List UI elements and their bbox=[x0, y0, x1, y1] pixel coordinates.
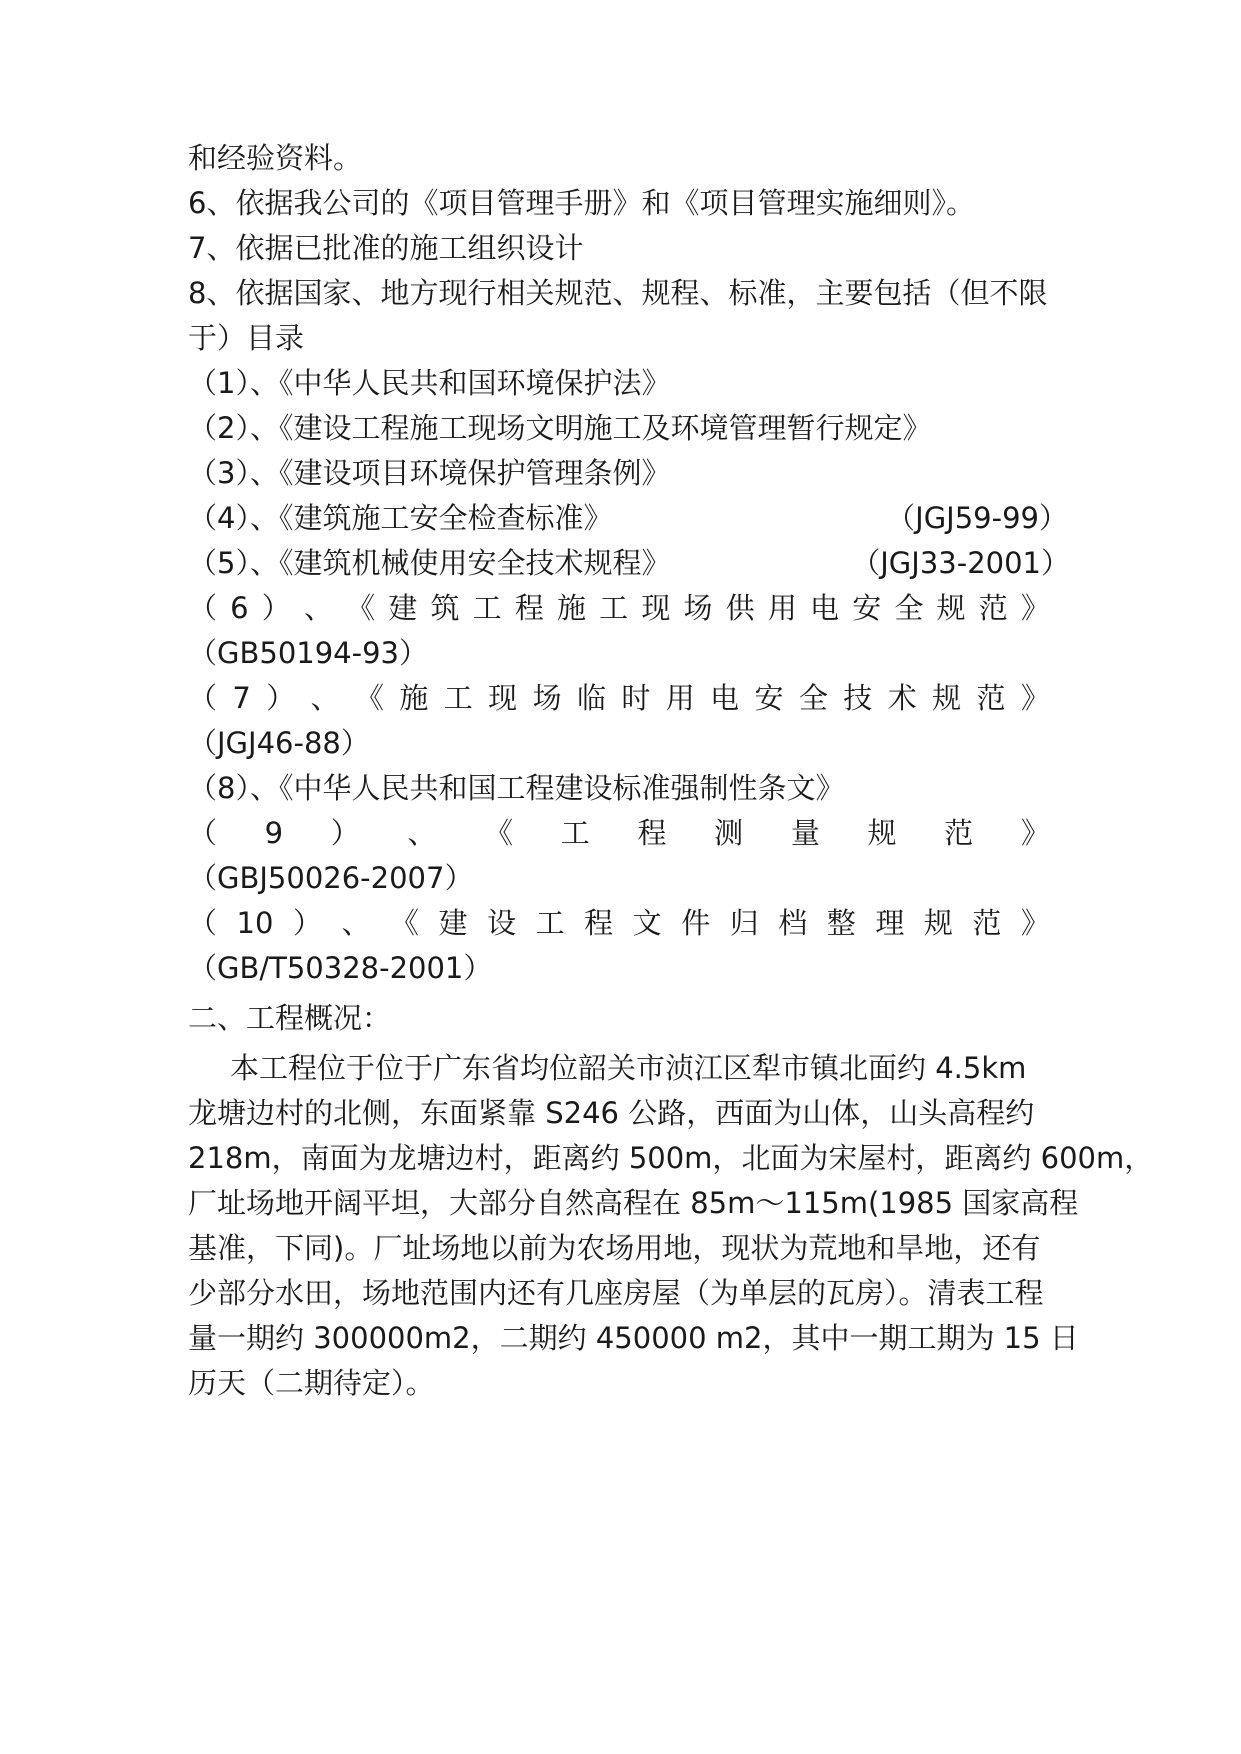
justified-token: 、 bbox=[341, 906, 371, 940]
section-heading: 二、工程概况： bbox=[188, 1001, 392, 1035]
justified-token: 《 bbox=[355, 681, 385, 715]
justified-token: 施 bbox=[556, 591, 586, 625]
justified-token: 用 bbox=[665, 681, 695, 715]
justified-token: 设 bbox=[487, 906, 517, 940]
justified-token: ） bbox=[266, 681, 296, 715]
justified-token: 7 bbox=[232, 681, 251, 715]
justified-token: 术 bbox=[887, 681, 917, 715]
justified-token: 》 bbox=[1020, 906, 1050, 940]
justified-token: 范 bbox=[944, 816, 974, 850]
justified-token: 规 bbox=[923, 906, 953, 940]
list-item-justified bbox=[188, 678, 1050, 718]
justified-token: 工 bbox=[599, 591, 629, 625]
paragraph-line: 基准，下同)。厂址场地以前为农场用地，现状为荒地和旱地，还有 bbox=[188, 1231, 1041, 1265]
list-item-code: （GB/T50328-2001） bbox=[188, 951, 493, 985]
text-line: 和经验资料。 bbox=[188, 141, 363, 175]
justified-token: 建 bbox=[438, 906, 468, 940]
justified-token: 》 bbox=[1020, 816, 1050, 850]
justified-token: 工 bbox=[443, 681, 473, 715]
justified-token: 《 bbox=[346, 591, 376, 625]
justified-token: 9 bbox=[264, 816, 284, 850]
justified-token: 《 bbox=[390, 906, 420, 940]
justified-token: 归 bbox=[729, 906, 759, 940]
justified-token: 技 bbox=[843, 681, 873, 715]
justified-token: 工 bbox=[560, 816, 590, 850]
justified-token: 工 bbox=[472, 591, 502, 625]
justified-token: 规 bbox=[932, 681, 962, 715]
justified-token: 范 bbox=[972, 906, 1002, 940]
justified-token: 、 bbox=[303, 591, 333, 625]
text-line: 7、依据已批准的施工组织设计 bbox=[188, 231, 584, 265]
justified-token: 工 bbox=[535, 906, 565, 940]
justified-token: 规 bbox=[936, 591, 966, 625]
list-item-code: （JGJ33-2001） bbox=[851, 546, 1070, 580]
paragraph-line: 量一期约 300000m2，二期约 450000 m2，其中一期工期为 15 日 bbox=[188, 1321, 1079, 1355]
list-item: （2）、《建设工程施工现场文明施工及环境管理暂行规定》 bbox=[188, 411, 932, 445]
text-line: 于）目录 bbox=[188, 321, 305, 355]
justified-token: ） bbox=[261, 591, 291, 625]
paragraph-line: 历天（二期待定）。 bbox=[188, 1366, 435, 1400]
justified-token: 电 bbox=[710, 681, 740, 715]
justified-token: 施 bbox=[399, 681, 429, 715]
justified-token: 安 bbox=[754, 681, 784, 715]
list-item-code: （JGJ46-88） bbox=[188, 726, 370, 760]
list-item-code: （GBJ50026-2007） bbox=[188, 861, 474, 895]
justified-token: 件 bbox=[681, 906, 711, 940]
list-item-justified bbox=[188, 903, 1050, 943]
justified-token: 、 bbox=[407, 816, 437, 850]
justified-token: （ bbox=[188, 906, 218, 940]
justified-token: 场 bbox=[683, 591, 713, 625]
list-item-justified bbox=[188, 813, 1050, 853]
justified-token: ） bbox=[330, 816, 360, 850]
justified-token: 安 bbox=[852, 591, 882, 625]
justified-token: 文 bbox=[632, 906, 662, 940]
list-item: （8）、《中华人民共和国工程建设标准强制性条文》 bbox=[188, 771, 845, 805]
justified-token: 用 bbox=[767, 591, 797, 625]
text-line: 8、依据国家、地方现行相关规范、规程、标准，主要包括（但不限 bbox=[188, 276, 1048, 310]
list-item: （1）、《中华人民共和国环境保护法》 bbox=[188, 366, 671, 400]
list-item: （3）、《建设项目环境保护管理条例》 bbox=[188, 456, 671, 490]
justified-token: 量 bbox=[790, 816, 820, 850]
text-line: 6、依据我公司的《项目管理手册》和《项目管理实施细则》。 bbox=[188, 186, 975, 220]
justified-token: 场 bbox=[532, 681, 562, 715]
justified-token: 程 bbox=[514, 591, 544, 625]
list-item-code: （JGJ59-99） bbox=[886, 501, 1068, 535]
justified-token: 临 bbox=[576, 681, 606, 715]
justified-token: 现 bbox=[641, 591, 671, 625]
justified-token: 档 bbox=[778, 906, 808, 940]
justified-token: 程 bbox=[584, 906, 614, 940]
list-item-title: （5）、《建筑机械使用安全技术规程》 bbox=[188, 546, 671, 580]
paragraph-line: 厂址场地开阔平坦，大部分自然高程在 85m～115m(1985 国家高程 bbox=[188, 1186, 1079, 1220]
justified-token: 6 bbox=[230, 591, 249, 625]
justified-token: （ bbox=[188, 681, 218, 715]
justified-token: ） bbox=[292, 906, 322, 940]
justified-token: 、 bbox=[310, 681, 340, 715]
justified-token: 筑 bbox=[430, 591, 460, 625]
list-item-justified bbox=[188, 588, 1050, 628]
justified-token: 理 bbox=[875, 906, 905, 940]
justified-token: 测 bbox=[714, 816, 744, 850]
justified-token: 电 bbox=[810, 591, 840, 625]
justified-token: 供 bbox=[725, 591, 755, 625]
justified-token: 建 bbox=[388, 591, 418, 625]
justified-token: 》 bbox=[1020, 681, 1050, 715]
justified-token: 现 bbox=[488, 681, 518, 715]
paragraph-line: 本工程位于位于广东省均位韶关市浈江区犁市镇北面约 4.5km bbox=[230, 1051, 1027, 1085]
justified-token: 时 bbox=[621, 681, 651, 715]
paragraph-line: 少部分水田，场地范围内还有几座房屋（为单层的瓦房）。清表工程 bbox=[188, 1276, 1044, 1310]
justified-token: 》 bbox=[1020, 591, 1050, 625]
list-item bbox=[188, 498, 1068, 538]
list-item-title: （4）、《建筑施工安全检查标准》 bbox=[188, 501, 613, 535]
paragraph-line: 龙塘边村的北侧，东面紧靠 S246 公路，西面为山体，山头高程约 bbox=[188, 1096, 1035, 1130]
list-item bbox=[188, 543, 1070, 583]
justified-token: （ bbox=[188, 591, 218, 625]
justified-token: 全 bbox=[894, 591, 924, 625]
justified-token: 整 bbox=[826, 906, 856, 940]
justified-token: 10 bbox=[236, 906, 274, 940]
justified-token: 《 bbox=[484, 816, 514, 850]
justified-token: 程 bbox=[637, 816, 667, 850]
justified-token: （ bbox=[188, 816, 218, 850]
justified-token: 范 bbox=[976, 681, 1006, 715]
list-item-code: （GB50194-93） bbox=[188, 636, 428, 670]
justified-token: 规 bbox=[867, 816, 897, 850]
justified-token: 范 bbox=[978, 591, 1008, 625]
paragraph-line: 218m，南面为龙塘边村，距离约 500m，北面为宋屋村，距离约 600m， bbox=[188, 1141, 1154, 1175]
justified-token: 全 bbox=[798, 681, 828, 715]
